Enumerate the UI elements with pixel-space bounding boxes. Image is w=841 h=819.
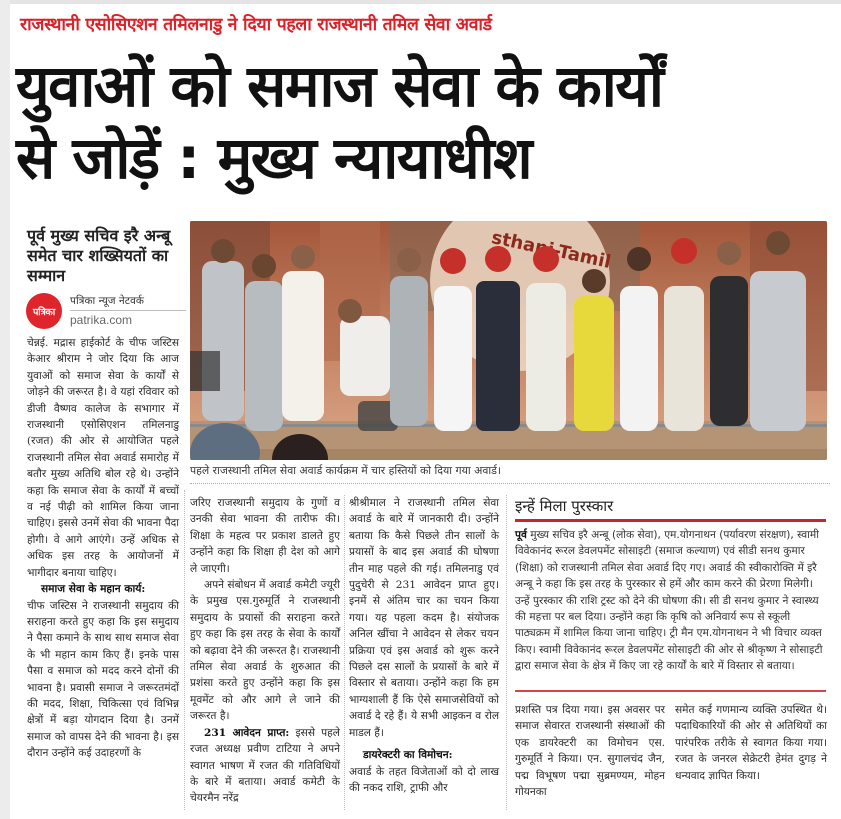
awards-text: मुख्य सचिव इरै अन्बू (लोक सेवा), एम.योगनाथन (पर्यावरण संरक्षण), स्वामी विवेकानंद रूरल डेवलपमेंट सोसाइटी (समाज कल्याण) एवं सीडी सनथ कुमार (शिक्षा) को राजस्थानी तमिल सेवा अवार्ड दिए गए। अवार्ड की स्वीकारोक्ति में इरै अन्बू ने कहा कि इस तरह के पुरस्कार से हमें और काम करने की प्रेरणा मिलेगी। उन्हें पुरस्कार की राशि ट्रस्ट को देने की घोषणा की। सी डी सनथ कुमार ने स्वास्थ्य की महत्ता पर बल दिया। उन्होंने कहा कि कृषि को अनिवार्य रूप से स्कूली पाठ्यक्रम में शामिल किया जाना चाहिए। ट्री मैन एम.योगनाथन ने भी विचार व्यक्त किए। स्वामी विवेकानंद रूरल डेवलपमेंट सोसाइटी की ओर से श्रीकृष्ण ने सोसाइटी द्वारा समाज सेवा के क्षेत्र में किए जा रहे कार्यों के बारे में विस्तार से बताया।: [515, 529, 823, 673]
column-divider: [184, 490, 185, 810]
article-column-1: [27, 335, 179, 762]
subheading-text: 231 आवेदन प्राप्त:: [204, 726, 290, 739]
paragraph-with-subheading: [190, 725, 340, 807]
headline-line-1: युवाओं को समाज सेवा के कार्यों: [16, 52, 663, 120]
paragraph: चीफ जस्टिस ने राजस्थानी समुदाय की सराहना करते हुए कहा कि इस समुदाय ने पैसा कमाने के साथ साथ समाज सेवा के भी महान काम किए हैं। इनके पास पैसा व समाज को मदद करने दोनों की भावना है। प्रवासी समाज ने जरूरतमंदों की मदद, शिक्षा, चिकित्सा एवं विभिन्न क्षेत्रों में बड़ा योगदान दिया है। उनमें समाज को वापस देने की भावना है। इस दौरान उन्होंने कई उदाहरणों के: [27, 599, 179, 760]
page-edge-left: [0, 0, 10, 819]
section-subheading: [27, 581, 179, 597]
paragraph: अवार्ड के तहत विजेताओं को दो लाख की नकद राशि, ट्राफी और: [349, 765, 499, 794]
column-divider: [344, 495, 345, 810]
awards-box-rule: [515, 519, 826, 522]
paragraph: [515, 527, 826, 675]
awards-box-title: इन्हें मिला पुरस्कार: [515, 497, 614, 515]
awards-box-bottom-rule: [515, 690, 826, 692]
byline: [26, 293, 186, 329]
main-headline: [16, 50, 836, 194]
event-photo: [190, 221, 827, 460]
byline-site-link[interactable]: patrika.com: [70, 313, 133, 327]
article-column-4: [515, 702, 665, 800]
lead-word: पूर्व: [515, 529, 527, 541]
byline-network: पत्रिका न्यूज नेटवर्क: [70, 294, 186, 311]
paragraph: श्रीश्रीमाल ने राजस्थानी तमिल सेवा अवार्ड के बारे में जानकारी दी। उन्होंने बताया कि कैसे पिछले तीन सालों के प्रयासों के बाद इस अवार्ड की घोषणा तीन माह पहले की गई। तमिलनाडु एवं पुदुचेरी से 231 आवेदन प्राप्त हुए। इनमें से अंतिम चार का चयन किया गया। यह पहला कदम है। संयोजक अनिल खींचा ने आवेदन से लेकर चयन प्रक्रिया एवं इस अवार्ड को शुरू करने पिछले दस सालों के प्रयासों के बारे में विस्तार से बताया। उन्होंने कहा कि हम भाग्यशाली हैं कि ऐसे समाजसेवियों को अवार्ड दे रहे हैं। ये सभी आइकन व रोल माडल हैं।: [349, 497, 499, 739]
column-divider: [506, 495, 507, 810]
awards-box-text: [515, 527, 826, 675]
paragraph: प्रशस्ति पत्र दिया गया। इस अवसर पर समाज सेवारत राजस्थानी संस्थाओं की एक डायरेक्टरी का विमोचन एस. गुरुमूर्ति ने किया। एन. सुगालचंद जैन, पद्म विभूषण पद्मा सुब्रमण्यम, मोहन गोयनका: [515, 704, 665, 799]
page-edge-top: [0, 0, 841, 4]
caption-divider: [190, 483, 830, 484]
headline-line-2: से जोड़ें : मुख्य न्यायाधीश: [16, 124, 532, 192]
subheading-text: समाज सेवा के महान कार्य:: [41, 583, 146, 596]
award-ceremony-photo: [190, 221, 827, 460]
paragraph: समेत कई गणमान्य व्यक्ति उपस्थित थे। पदाधिकारियों की ओर से अतिथियों का पारंपरिक तरीके से स्वागत किया गया। रजत के जनरल सेक्रेटरी हेमंत दुगड़ ने धन्यवाद ज्ञापित किया।: [675, 704, 827, 782]
paragraph-text: इससे पहले रजत अध्यक्ष प्रवीण टाटिया ने अपने स्वागत भाषण में रजत की गतिविधियों के बारे में बताया। अवार्ड कमेटी के चेयरमैन नरेंद्र: [190, 726, 340, 805]
kicker-headline: राजस्थानी एसोसिएशन तमिलनाडु ने दिया पहला राजस्थानी तमिल सेवा अवार्ड: [20, 15, 492, 35]
paragraph: अपने संबोधन में अवार्ड कमेटी ज्यूरी के प्रमुख एस.गुरुमूर्ति ने राजस्थानी समुदाय के प्रयासों की सराहना करते हुए कहा कि इस तरह के सेवा के कार्यों को बढ़ावा देने की जरूरत है। राजस्थानी तमिल सेवा अवार्ड के शुरुआत की प्रशंसा करते हुए उन्होंने कहा कि इस मूवमेंट को और आगे ले जाने की जरूरत है।: [190, 579, 340, 723]
section-subheading: [349, 747, 499, 763]
article-column-3: [349, 495, 499, 796]
paragraph: जरिए राजस्थानी समुदाय के गुणों व उनकी सेवा भावना की तारीफ की। शिक्षा के महत्व पर प्रकाश डालते हुए उन्होंने कहा कि शिक्षा ही देश को आगे ले जाएगी।: [190, 497, 340, 575]
subheading-text: डायरेक्टरी का विमोचन:: [363, 749, 453, 762]
paragraph: चेन्नई. मद्रास हाईकोर्ट के चीफ जस्टिस केआर श्रीराम ने जोर दिया कि आज युवाओं को समाज सेवा के कार्यों से जोड़ने की जरूरत है। वे यहां रविवार को डीजी वैष्णव कालेज के सभागार में राजस्थानी एसोसिएशन तमिलनाडु (रजत) की ओर से आयोजित पहले राजस्थानी तमिल सेवा अवार्ड समारोह में बतौर मुख्य अतिथि बोल रहे थे। उन्होंने कहा कि समाज सेवा के कार्यों में बच्चों व नई पीढ़ी को शामिल किया जाना चाहिए। इससे उनमें सेवा की भावना पैदा होगी। वे आगे आएंगे। उन्हें अधिक से अधिक इस तरह के आयोजनों में भागीदार बनाया चाहिए।: [27, 337, 179, 579]
patrika-logo: पत्रिका: [26, 293, 62, 329]
article-column-2: [190, 495, 340, 807]
article-column-5: [675, 702, 827, 784]
photo-caption: पहले राजस्थानी तमिल सेवा अवार्ड कार्यक्रम में चार हस्तियों को दिया गया अवार्ड।: [190, 464, 502, 477]
subheadline: पूर्व मुख्य सचिव इरै अन्बू समेत चार शख्सियतों का सम्मान: [27, 226, 171, 285]
